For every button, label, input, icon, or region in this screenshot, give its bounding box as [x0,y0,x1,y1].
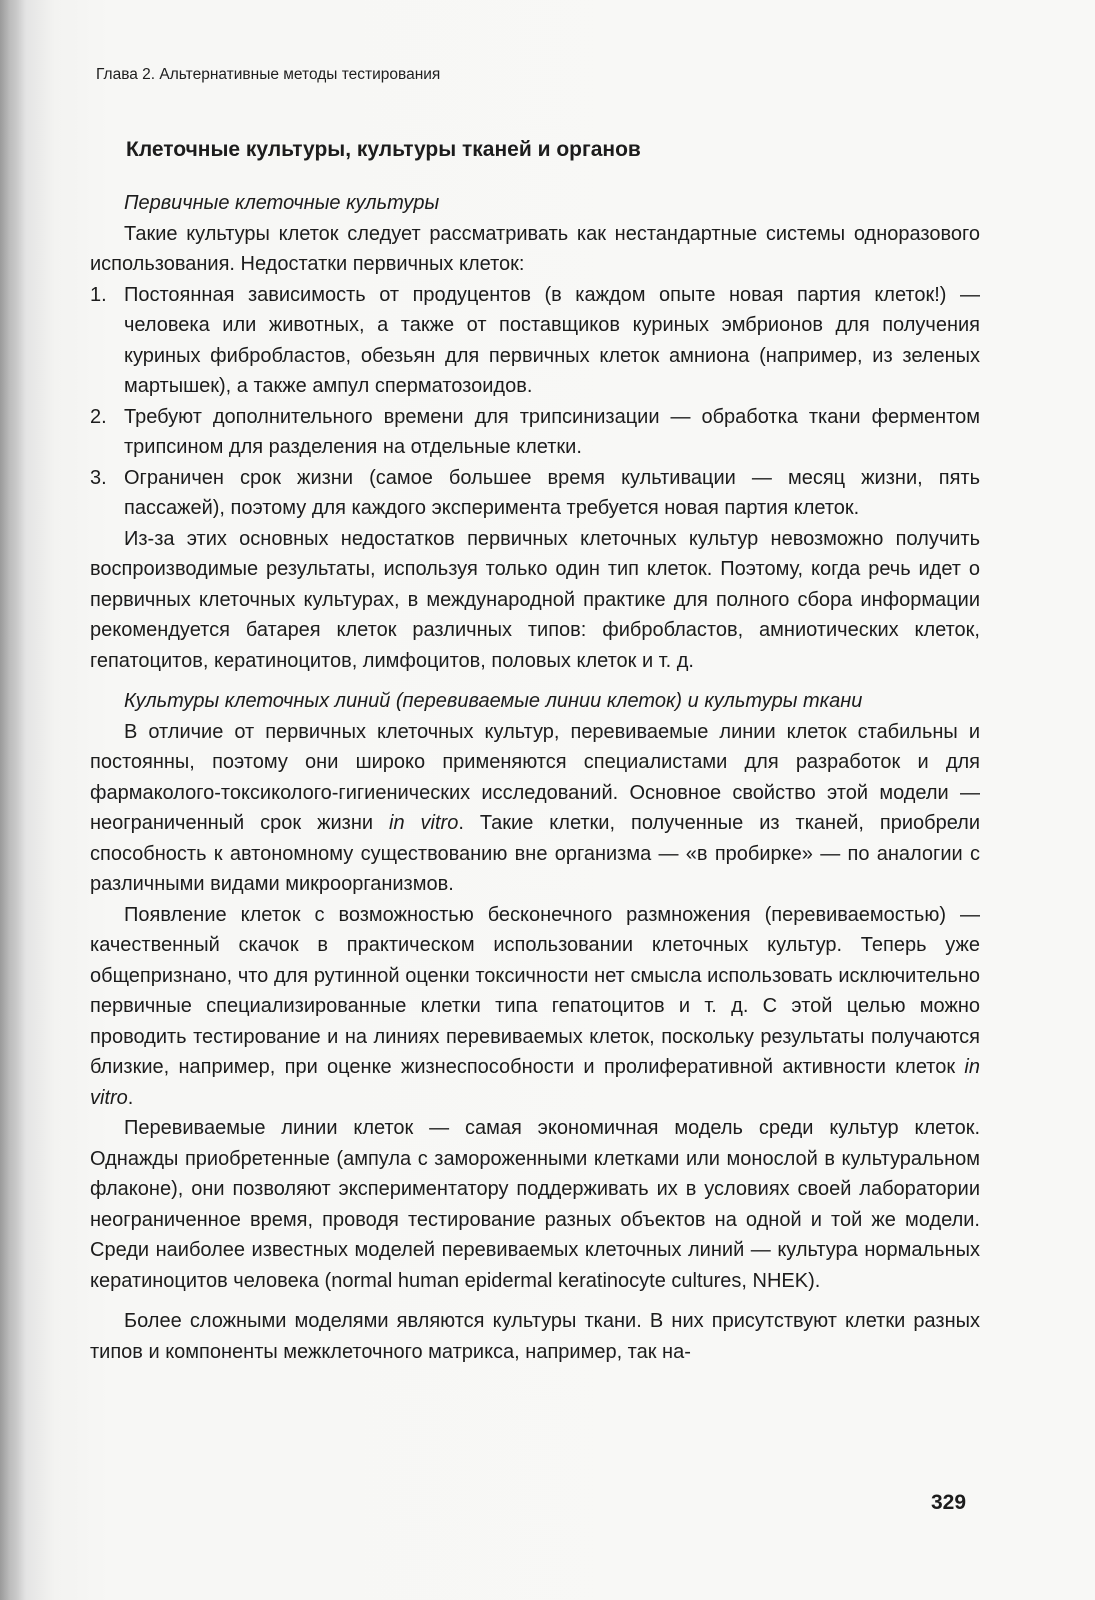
paragraph-primary-intro: Такие культуры клеток следует рассматривать как нестандартные системы одноразового использования. Недостатки первичных клеток: [90,222,980,275]
page-body [90,136,980,1367]
list-item-text: Требуют дополнительного времени для трипсинизации — обработка ткани ферментом трипсином для разделения на отдельные клетки. [124,405,980,458]
paragraph-cell-lines-2 [90,900,980,1114]
list-item [90,402,980,463]
list-item [90,280,980,402]
subhead-primary-cultures: Первичные клеточные культуры [124,192,440,214]
list-item [90,463,980,524]
section-title: Клеточные культуры, культуры тканей и органов [126,138,641,161]
list-item-number: 1. [90,283,107,306]
paragraph-cell-lines-3: Перевиваемые линии клеток — самая экономичная модель среди культур клеток. Однажды приобретенные (ампула с замороженными клетками или монослой в культуральном флаконе), они позволяют экспериментатору поддерживать их в условиях своей лаборатории неограниченное время, проводя тестирование разных объектов на одной и той же модели. Среди наиболее известных моделей перевиваемых клеточных линий — культура нормальных кератиноцитов человека (normal human epidermal keratinocyte cultures, NHEK). [90,1117,980,1292]
list-item-text: Постоянная зависимость от продуцентов (в каждом опыте новая партия клеток!) — человека или животных, а также от поставщиков куриных эмбрионов для получения куриных фибробластов, обезьян для первичных клеток амниона (например, из зеленых мартышек), а также ампул сперматозоидов. [124,283,980,397]
paragraph-primary-conclusion: Из-за этих основных недостатков первичных клеточных культур невозможно получить воспроизводимые результаты, используя только один тип клеток. Поэтому, когда речь идет о первичных клеточных культурах, в международной практике для полного сбора информации рекомендуется батарея клеток различных типов: фибробластов, амниотических клеток, гепатоцитов, кератиноцитов, лимфоцитов, половых клеток и т. д. [90,527,980,672]
text-run: Появление клеток с возможностью бесконечного размножения (перевиваемостью) — качественный скачок в практическом использовании клеточных культур. Теперь уже общепризнано, что для рутинной оценки токсичности нет смысла использовать исключительно первичные специализированные клетки типа гепатоцитов и т. д. С этой целью можно проводить тестирование и на линиях перевиваемых клеток, поскольку результаты получаются близкие, например, при оценке жизнеспособности и пролиферативной активности клеток [90,903,980,1078]
italic-term: in vitro [90,1056,980,1109]
text-run: . [127,1086,134,1109]
drawbacks-list [90,280,980,524]
gutter-shadow [0,0,26,1600]
paragraph-cell-lines-1 [90,717,980,900]
list-item-text: Ограничен срок жизни (самое большее время культивации — месяц жизни, пять пассажей), поэтому для каждого эксперимента требуется новая партия клеток. [124,466,980,519]
page-number: 329 [931,1491,967,1514]
running-head: Глава 2. Альтернативные методы тестирования [96,66,441,83]
list-item-number: 3. [90,466,107,489]
list-item-number: 2. [90,405,107,428]
paragraph-cell-lines-4: Более сложными моделями являются культуры ткани. В них присутствуют клетки разных типов и компоненты межклеточного матрикса, например, так на- [90,1310,980,1363]
subhead-cell-lines: Культуры клеточных линий (перевиваемые линии клеток) и культуры ткани [124,690,863,712]
text-run: . Такие клетки, полученные из тканей, приобрели способность к автономному существованию вне организма — «в пробирке» — по аналогии с различными видами микроорганизмов. [90,812,981,895]
text-run: В отличие от первичных клеточных культур, перевиваемые линии клеток стабильны и постоянны, поэтому они широко применяются специалистами для разработок и для фармаколого-токсиколого-гигиенических исследований. Основное свойство этой модели — неограниченный срок жизни [90,720,980,834]
italic-term: in vitro [389,812,459,834]
